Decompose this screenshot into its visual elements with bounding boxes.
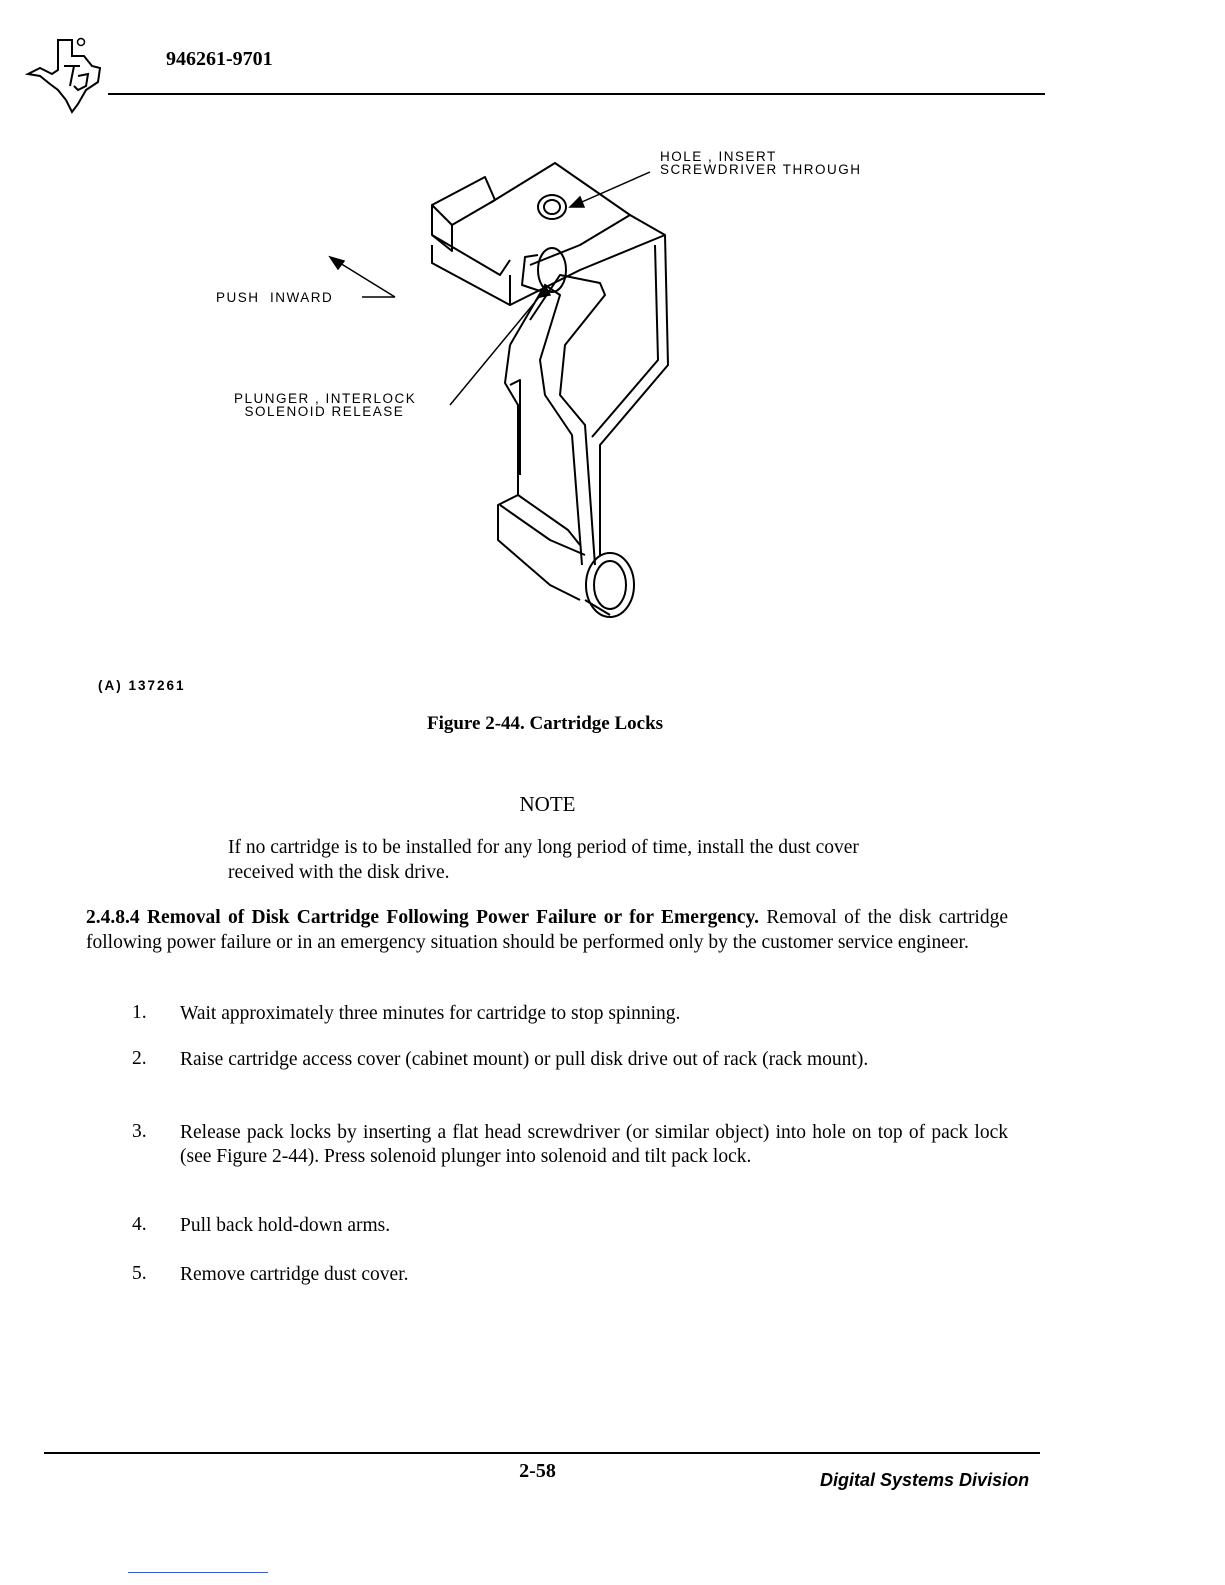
note-title: NOTE bbox=[519, 792, 576, 816]
note-body: If no cartridge is to be installed for any long period of time, install the dust cover received with the disk drive. bbox=[228, 837, 859, 883]
footer-rule bbox=[44, 1452, 1040, 1454]
step-number: 1. bbox=[132, 1002, 147, 1023]
step-number: 2. bbox=[132, 1048, 147, 1069]
texas-instruments-logo-icon bbox=[22, 30, 118, 114]
callout-hole-insert-screwdriver: HOLE , INSERT SCREWDRIVER THROUGH bbox=[660, 149, 862, 177]
step-text: Release pack locks by inserting a flat head screwdriver (or similar object) into hole on top of pack lock (see Figure 2-44). Press solenoid plunger into solenoid and tilt pack lock. bbox=[180, 1122, 1008, 1167]
header-rule bbox=[108, 93, 1045, 95]
page-number: 2-58 bbox=[519, 1460, 556, 1482]
callout-plunger-interlock: PLUNGER , INTERLOCK SOLENOID RELEASE bbox=[234, 391, 417, 419]
figure-reference-number: (A) 137261 bbox=[98, 678, 186, 693]
figure-caption: Figure 2-44. Cartridge Locks bbox=[426, 713, 664, 734]
callout-push-inward: PUSH INWARD bbox=[216, 290, 334, 305]
section-body: Removal of the disk cartridge following power failure or in an emergency situation should be performed only by the customer service engineer. bbox=[86, 907, 1009, 953]
section-heading: 2.4.8.4 Removal of Disk Cartridge Following Power Failure or for Emergency. bbox=[86, 907, 760, 928]
scan-artifact-line bbox=[128, 1572, 268, 1573]
step-number: 5. bbox=[132, 1263, 147, 1284]
division-name: Digital Systems Division bbox=[820, 1470, 1030, 1490]
step-text: Wait approximately three minutes for cartridge to stop spinning. bbox=[180, 1003, 681, 1024]
section-paragraph bbox=[86, 905, 1008, 955]
step-text: Remove cartridge dust cover. bbox=[180, 1264, 409, 1285]
document-number: 946261-9701 bbox=[166, 48, 273, 70]
step-number: 4. bbox=[132, 1214, 147, 1235]
step-text: Raise cartridge access cover (cabinet mount) or pull disk drive out of rack (rack mount). bbox=[180, 1049, 869, 1070]
step-text: Pull back hold-down arms. bbox=[180, 1215, 391, 1236]
step-number: 3. bbox=[132, 1121, 147, 1142]
